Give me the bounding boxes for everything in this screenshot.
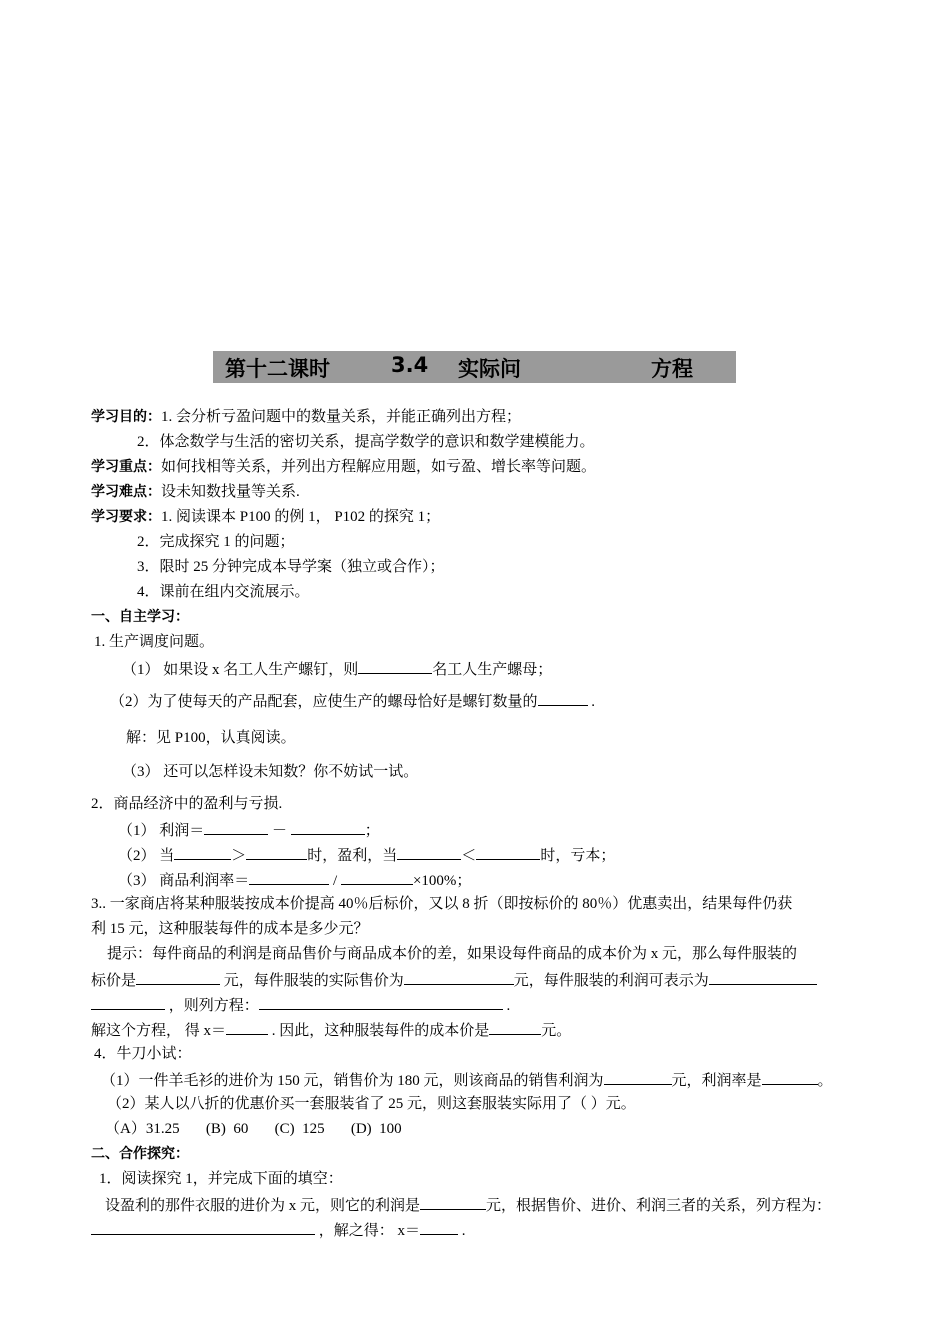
answer-blank[interactable]: [226, 1019, 268, 1035]
problem-3-hint-2: 标价是 元，每件服装的实际售价为 元，每件服装的利润可表示为: [91, 969, 817, 991]
problem-1-question-3: （3） 还可以怎样设未知数？你不妨试一试。: [122, 764, 419, 780]
section-2-problem-1-equation: ，解之得： x＝ .: [91, 1219, 466, 1241]
answer-blank[interactable]: [420, 1194, 486, 1210]
problem-4-title: 4．牛刀小试：: [94, 1046, 192, 1062]
section-1-heading: 一、自主学习：: [91, 609, 189, 625]
problem-1-title: 1. 生产调度问题。: [94, 634, 215, 650]
section-2-problem-1-title: 1．阅读探究 1，并完成下面的填空：: [99, 1171, 343, 1187]
answer-blank[interactable]: [174, 844, 231, 860]
requirements-item-4: 4．课前在组内交流展示。: [137, 584, 310, 600]
problem-2-question-1: （1） 利润＝ － ；: [118, 819, 380, 841]
problem-3-hint-1: 提示：每件商品的利润是商品售价与商品成本价的差，如果设每件商品的成本价为 x 元，那么每件服装的: [107, 946, 798, 962]
difficulty-label: 学习难点：: [91, 484, 161, 500]
problem-3-hint-3: ，则列方程： .: [91, 994, 510, 1016]
requirements-label: 学习要求：: [91, 509, 161, 525]
difficulty-line: [91, 482, 300, 502]
key-points-text: 如何找相等关系，并列出方程解应用题，如亏盈、增长率等问题。: [161, 459, 597, 475]
answer-blank[interactable]: [136, 969, 220, 985]
difficulty-text: 设未知数找量等关系.: [161, 484, 300, 500]
problem-1-question-2: （2）为了使每天的产品配套，应使生产的螺母恰好是螺钉数量的 .: [110, 690, 595, 712]
lesson-title-banner: [213, 351, 736, 383]
answer-blank[interactable]: [91, 994, 165, 1010]
objectives-line-1: [91, 407, 521, 427]
requirements-item-3: 3．限时 25 分钟完成本导学案（独立或合作）；: [137, 559, 445, 575]
key-points-line: [91, 457, 596, 477]
lesson-title-period: 第十二课时: [225, 357, 330, 381]
answer-blank[interactable]: [204, 819, 268, 835]
objectives-item-1: 1. 会分析亏盈问题中的数量关系，并能正确列出方程；: [161, 409, 522, 425]
answer-blank[interactable]: [358, 658, 432, 674]
answer-blank[interactable]: [538, 690, 588, 706]
problem-2-title: 2．商品经济中的盈利与亏损.: [91, 796, 283, 812]
requirements-item-2: 2．完成探究 1 的问题；: [137, 534, 295, 550]
lesson-title-topic: 实际问: [458, 357, 521, 381]
answer-blank[interactable]: [709, 969, 817, 985]
requirements-line-1: [91, 507, 440, 527]
equation-blank[interactable]: [91, 1219, 315, 1235]
objectives-label: 学习目的：: [91, 409, 161, 425]
problem-1-solution: 解：见 P100，认真阅读。: [126, 730, 296, 746]
problem-4-question-1: （1）一件羊毛衫的进价为 150 元，销售价为 180 元，则该商品的销售利润为 元，利润率是 。: [101, 1069, 833, 1091]
section-2-heading: 二、合作探究：: [91, 1146, 189, 1162]
answer-blank[interactable]: [476, 844, 540, 860]
problem-3-line-2: 利 15 元，这种服装每件的成本是多少元？: [91, 921, 369, 937]
key-points-label: 学习重点：: [91, 459, 161, 475]
answer-blank[interactable]: [249, 869, 329, 885]
problem-2-question-2: （2） 当 ＞ 时，盈利，当 ＜ 时，亏本；: [118, 844, 615, 866]
problem-2-question-3: （3） 商品利润率＝ / ×100%；: [118, 869, 471, 891]
answer-blank[interactable]: [489, 1019, 541, 1035]
answer-blank[interactable]: [604, 1069, 672, 1085]
answer-blank[interactable]: [404, 969, 514, 985]
problem-3-line-1: 3.. 一家商店将某种服装按成本价提高 40％后标价，又以 8 折（即按标价的 80％）优惠卖出，结果每件仍获: [91, 896, 793, 912]
lesson-title-section: 3.4: [391, 353, 429, 377]
equation-blank[interactable]: [259, 994, 503, 1010]
answer-blank[interactable]: [397, 844, 461, 860]
answer-blank[interactable]: [291, 819, 365, 835]
answer-blank[interactable]: [420, 1219, 458, 1235]
answer-blank[interactable]: [246, 844, 307, 860]
lesson-title-topic-end: 方程: [651, 357, 693, 381]
problem-4-options: （A）31.25 (B) 60 (C) 125 (D) 100: [105, 1121, 402, 1137]
problem-1-question-1: （1） 如果设 x 名工人生产螺钉，则 名工人生产螺母；: [122, 658, 552, 680]
objectives-item-2: 2．体念数学与生活的密切关系，提高学数学的意识和数学建模能力。: [137, 434, 595, 450]
requirements-item-1: 1. 阅读课本 P100 的例 1， P102 的探究 1；: [161, 509, 441, 525]
problem-3-solve: 解这个方程， 得 x＝ . 因此，这种服装每件的成本价是 元。: [91, 1019, 571, 1041]
section-2-problem-1-text: 设盈利的那件衣服的进价为 x 元，则它的利润是 元，根据售价、进价、利润三者的关系，列方程为：: [105, 1194, 831, 1216]
problem-4-question-2: （2）某人以八折的优惠价买一套服装省了 25 元，则这套服装实际用了（ ）元。: [107, 1096, 636, 1112]
answer-blank[interactable]: [762, 1069, 818, 1085]
answer-blank[interactable]: [341, 869, 413, 885]
